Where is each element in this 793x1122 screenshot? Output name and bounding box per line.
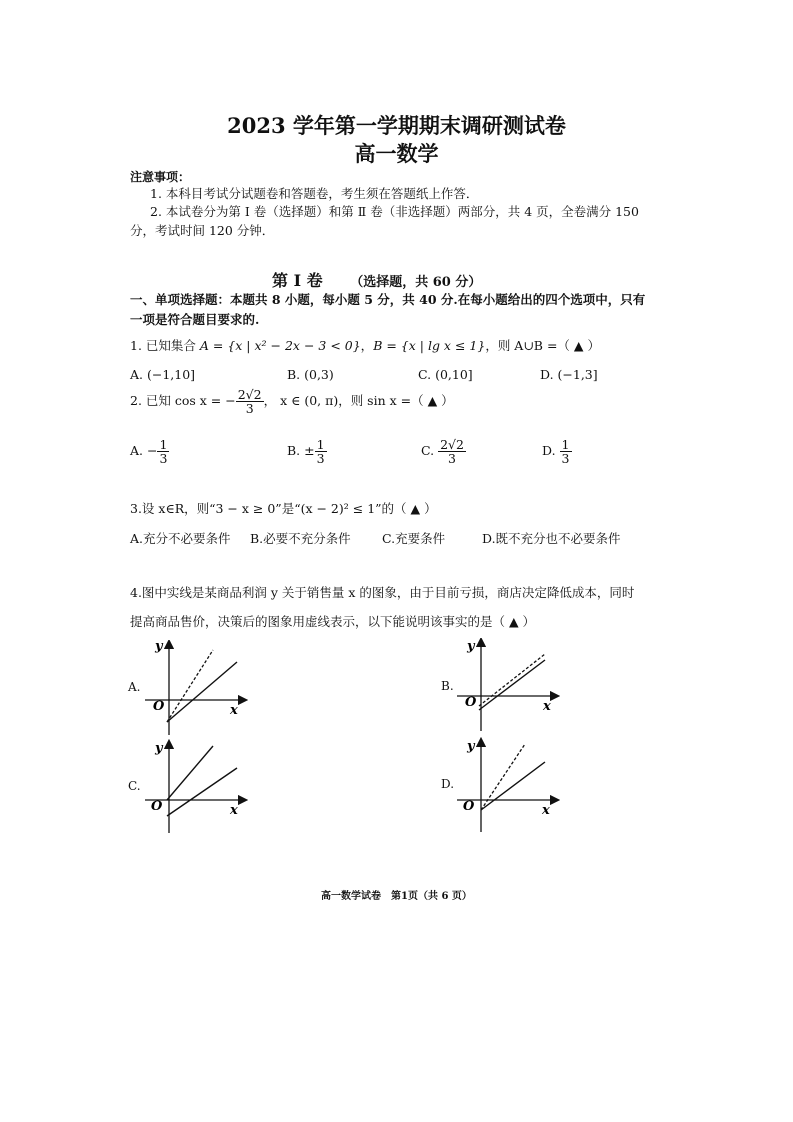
graph-a-origin: O — [153, 699, 165, 714]
q2-option-c-label: C. — [421, 443, 435, 459]
q1-option-c: C. (0,10] — [418, 367, 473, 382]
q3-option-a: A.充分不必要条件 — [130, 531, 231, 546]
graph-d-solid-line — [481, 762, 545, 810]
question-1-stem — [130, 336, 600, 354]
question-3-stem: 3.设 x∈R，则“3 − x ≥ 0”是“(x − 2)² ≤ 1”的（ ▲ ） — [130, 501, 437, 516]
q2-option-b-label: B. — [287, 443, 301, 459]
graph-a-dashed-line — [167, 650, 213, 722]
graph-a-x-label: x — [230, 703, 238, 718]
q1-suffix: ，则 A∪B =（ ▲ ） — [485, 338, 600, 353]
q2-option-b-num: 1 — [316, 437, 325, 452]
graph-d-origin: O — [463, 799, 475, 814]
graph-a-label: A. — [128, 680, 141, 694]
graph-c-y-label: y — [155, 741, 163, 756]
q2-prefix: 2. 已知 cos x = − — [130, 393, 236, 409]
q2-option-d-den: 3 — [561, 451, 570, 467]
graph-c-solid-line-high — [167, 746, 213, 800]
q2-option-a — [130, 438, 169, 465]
q1-prefix: 1. 已知集合 — [130, 338, 200, 353]
graph-d — [457, 736, 567, 836]
graph-b — [457, 638, 567, 738]
notes-item-2: 2. 本试卷分为第 Ⅰ 卷（选择题）和第 Ⅱ 卷（非选择题）两部分，共 4 页，全卷满分 150 — [150, 204, 639, 219]
q2-option-d-label: D. — [542, 443, 556, 459]
q1-option-d: D. (−1,3] — [540, 367, 598, 382]
q2-frac-den: 3 — [245, 401, 254, 417]
question-2-stem — [130, 388, 454, 415]
graph-b-y-label: y — [467, 639, 475, 654]
q2-option-a-label: A. — [130, 443, 144, 459]
graph-b-svg — [457, 638, 567, 738]
section-note: （选择题，共 60 分） — [350, 275, 482, 290]
graph-c-label: C. — [128, 779, 141, 793]
graph-a-solid-line — [167, 662, 237, 722]
q2-option-c-den: 3 — [448, 451, 456, 467]
q1-set-a: A = {x | x² − 2x − 3 < 0} — [199, 338, 361, 353]
q2-option-d — [542, 438, 572, 465]
q3-option-c: C.充要条件 — [382, 531, 446, 546]
graph-d-label: D. — [441, 777, 455, 791]
q2-option-a-den: 3 — [159, 451, 168, 467]
q2-fraction — [236, 388, 264, 415]
graph-b-x-label: x — [543, 699, 551, 714]
graph-d-svg — [457, 736, 567, 836]
q1-option-a: A. (−1,10] — [130, 367, 196, 382]
page-footer: 高一数学试卷 第1页（共 6 页） — [321, 891, 472, 902]
notes-item-3: 分，考试时间 120 分钟． — [130, 223, 275, 238]
q2-option-a-sign: − — [147, 443, 158, 459]
section-title-text: 第 Ⅰ 卷 — [272, 271, 323, 290]
q2-option-b — [287, 438, 327, 465]
q2-option-a-num: 1 — [159, 437, 168, 452]
exam-title: 2023 学年第一学期期末调研测试卷 — [227, 113, 566, 138]
section-instruction-2: 一项是符合题目要求的. — [130, 312, 260, 327]
graph-b-solid-line — [479, 660, 545, 710]
graph-c-solid-line-low — [167, 768, 237, 816]
graph-c-x-label: x — [230, 803, 238, 818]
graph-c-svg — [145, 738, 255, 838]
graph-b-label: B. — [441, 679, 454, 693]
q2-option-d-num: 1 — [561, 437, 570, 452]
graph-d-x-label: x — [542, 803, 550, 818]
question-4-line-2: 提高商品售价，决策后的图象用虚线表示，以下能说明该事实的是（ ▲ ） — [130, 614, 536, 629]
q2-mid: ， x ∈ (0, π)，则 sin x =（ ▲ ） — [263, 393, 454, 409]
graph-c-origin: O — [151, 799, 163, 814]
q3-option-d: D.既不充分也不必要条件 — [482, 531, 621, 546]
graph-a-svg — [145, 640, 255, 740]
q3-option-b: B.必要不充分条件 — [250, 531, 351, 546]
graph-d-y-label: y — [467, 739, 475, 754]
notes-item-1: 1. 本科目考试分试题卷和答题卷，考生须在答题纸上作答． — [150, 186, 479, 201]
graph-b-dashed-line — [479, 654, 545, 706]
q2-option-b-sign: ± — [304, 443, 315, 459]
q1-set-b: B = {x | lg x ≤ 1} — [373, 338, 486, 353]
section-title — [272, 268, 481, 291]
graph-b-origin: O — [465, 695, 477, 710]
question-4-line-1: 4.图中实线是某商品利润 y 关于销售量 x 的图象，由于目前亏损，商店决定降低成本，同时 — [130, 585, 635, 600]
graph-a — [145, 640, 255, 740]
section-instruction-1: 一、单项选择题：本题共 8 小题，每小题 5 分，共 40 分.在每小题给出的四个选项中，只有 — [130, 292, 646, 307]
q2-option-b-den: 3 — [316, 451, 325, 467]
q2-option-c — [421, 438, 466, 465]
exam-subtitle: 高一数学 — [354, 141, 439, 166]
graph-a-y-label: y — [155, 640, 163, 654]
q1-sep: ， — [360, 338, 374, 353]
notes-heading: 注意事项： — [130, 170, 191, 184]
q2-frac-num: 2√2 — [237, 387, 262, 402]
q1-option-b: B. (0,3) — [287, 367, 334, 382]
graph-c — [145, 738, 255, 838]
q2-option-c-num: 2√2 — [440, 437, 464, 452]
